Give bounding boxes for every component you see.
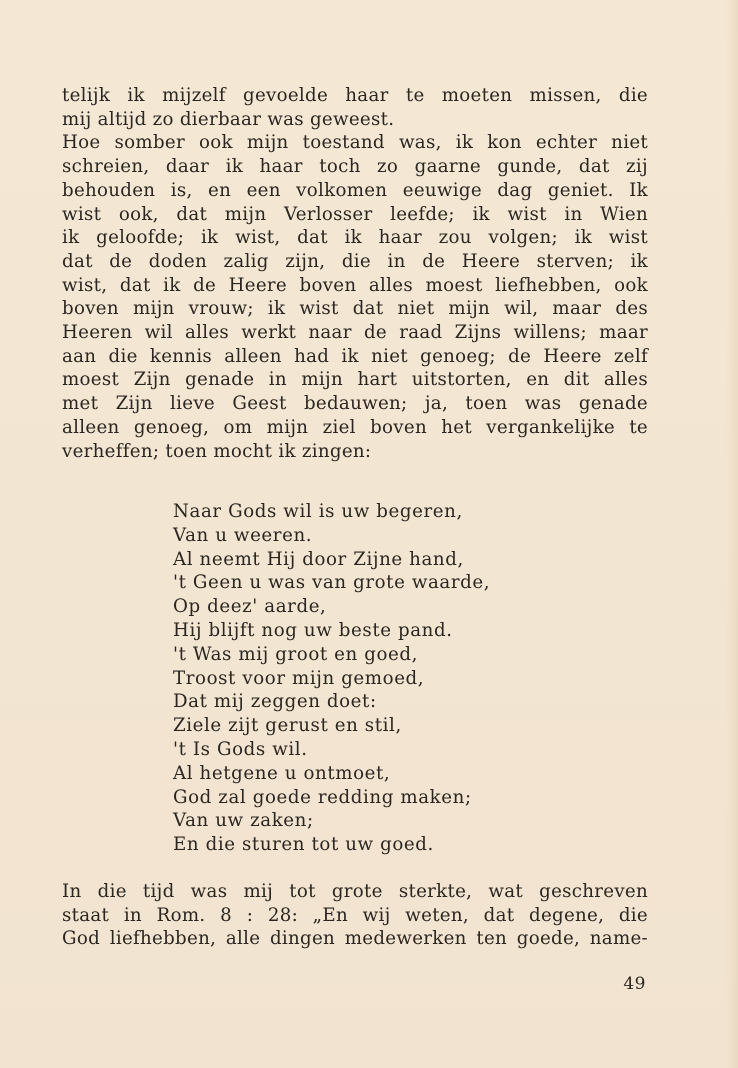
prose-line: ik geloofde; ik wist, dat ik haar zou volgen; ik wist xyxy=(62,227,648,249)
poem-line: Al hetgene u ontmoet, xyxy=(173,762,391,784)
poem-line: 't Was mij groot en goed, xyxy=(173,643,419,665)
prose-line: alleen genoeg, om mijn ziel boven het vergankelijke te xyxy=(62,416,648,438)
prose-line: wist, dat ik de Heere boven alles moest liefhebben, ook xyxy=(62,274,648,296)
closing-paragraph xyxy=(62,880,648,951)
poem-line: Troost voor mijn gemoed, xyxy=(173,667,425,689)
poem-line: Van uw zaken; xyxy=(173,810,314,832)
closing-line: staat in Rom. 8 : 28: „En wij weten, dat degene, die xyxy=(62,904,648,926)
prose-line: schreien, daar ik haar toch zo gaarne gunde, dat zij xyxy=(62,156,648,178)
poem-line: Naar Gods wil is uw begeren, xyxy=(173,501,463,522)
prose-line: Heeren wil alles werkt naar de raad Zijns willens; maar xyxy=(62,322,648,344)
page-number: 49 xyxy=(623,974,646,994)
prose-line: moest Zijn genade in mijn hart uitstorten, en dit alles xyxy=(62,369,648,391)
prose-line: aan die kennis alleen had ik niet genoeg; de Heere zelf xyxy=(62,345,648,367)
closing-line: In die tijd was mij tot grote sterkte, wat geschreven xyxy=(62,881,648,902)
poem-line: 't Geen u was van grote waarde, xyxy=(173,572,491,594)
poem-line: En die sturen tot uw goed. xyxy=(173,834,434,856)
closing-line: God liefhebben, alle dingen medewerken ten goede, name- xyxy=(62,928,648,950)
prose-paragraph xyxy=(62,84,648,463)
poem-line: Dat mij zeggen doet: xyxy=(173,691,377,713)
poem-line: Van u weeren. xyxy=(173,524,313,546)
poem-line: 't Is Gods wil. xyxy=(173,738,308,760)
poem-stanza xyxy=(173,500,593,857)
prose-line: verheffen; toen mocht ik zingen: xyxy=(62,440,372,462)
prose-line: dat de doden zalig zijn, die in de Heere sterven; ik xyxy=(62,250,648,272)
poem-line: God zal goede redding maken; xyxy=(173,786,472,808)
page-edge-shadow xyxy=(726,0,738,1068)
prose-line: wist ook, dat mijn Verlosser leefde; ik wist in Wien xyxy=(62,203,648,225)
poem-line: Ziele zijt gerust en stil, xyxy=(173,715,402,737)
prose-line: mij altijd zo dierbaar was geweest. xyxy=(62,108,395,130)
prose-line: telijk ik mijzelf gevoelde haar te moeten missen, die xyxy=(62,85,648,106)
poem-line: Hij blijft nog uw beste pand. xyxy=(173,619,453,641)
prose-line: behouden is, en een volkomen eeuwige dag geniet. Ik xyxy=(62,179,648,201)
poem-line: Op deez' aarde, xyxy=(173,596,327,618)
poem-line: Al neemt Hij door Zijne hand, xyxy=(173,548,464,570)
prose-line: boven mijn vrouw; ik wist dat niet mijn wil, maar des xyxy=(62,298,648,320)
prose-line: met Zijn lieve Geest bedauwen; ja, toen was genade xyxy=(62,393,648,415)
prose-line: Hoe somber ook mijn toestand was, ik kon echter niet xyxy=(62,132,648,154)
